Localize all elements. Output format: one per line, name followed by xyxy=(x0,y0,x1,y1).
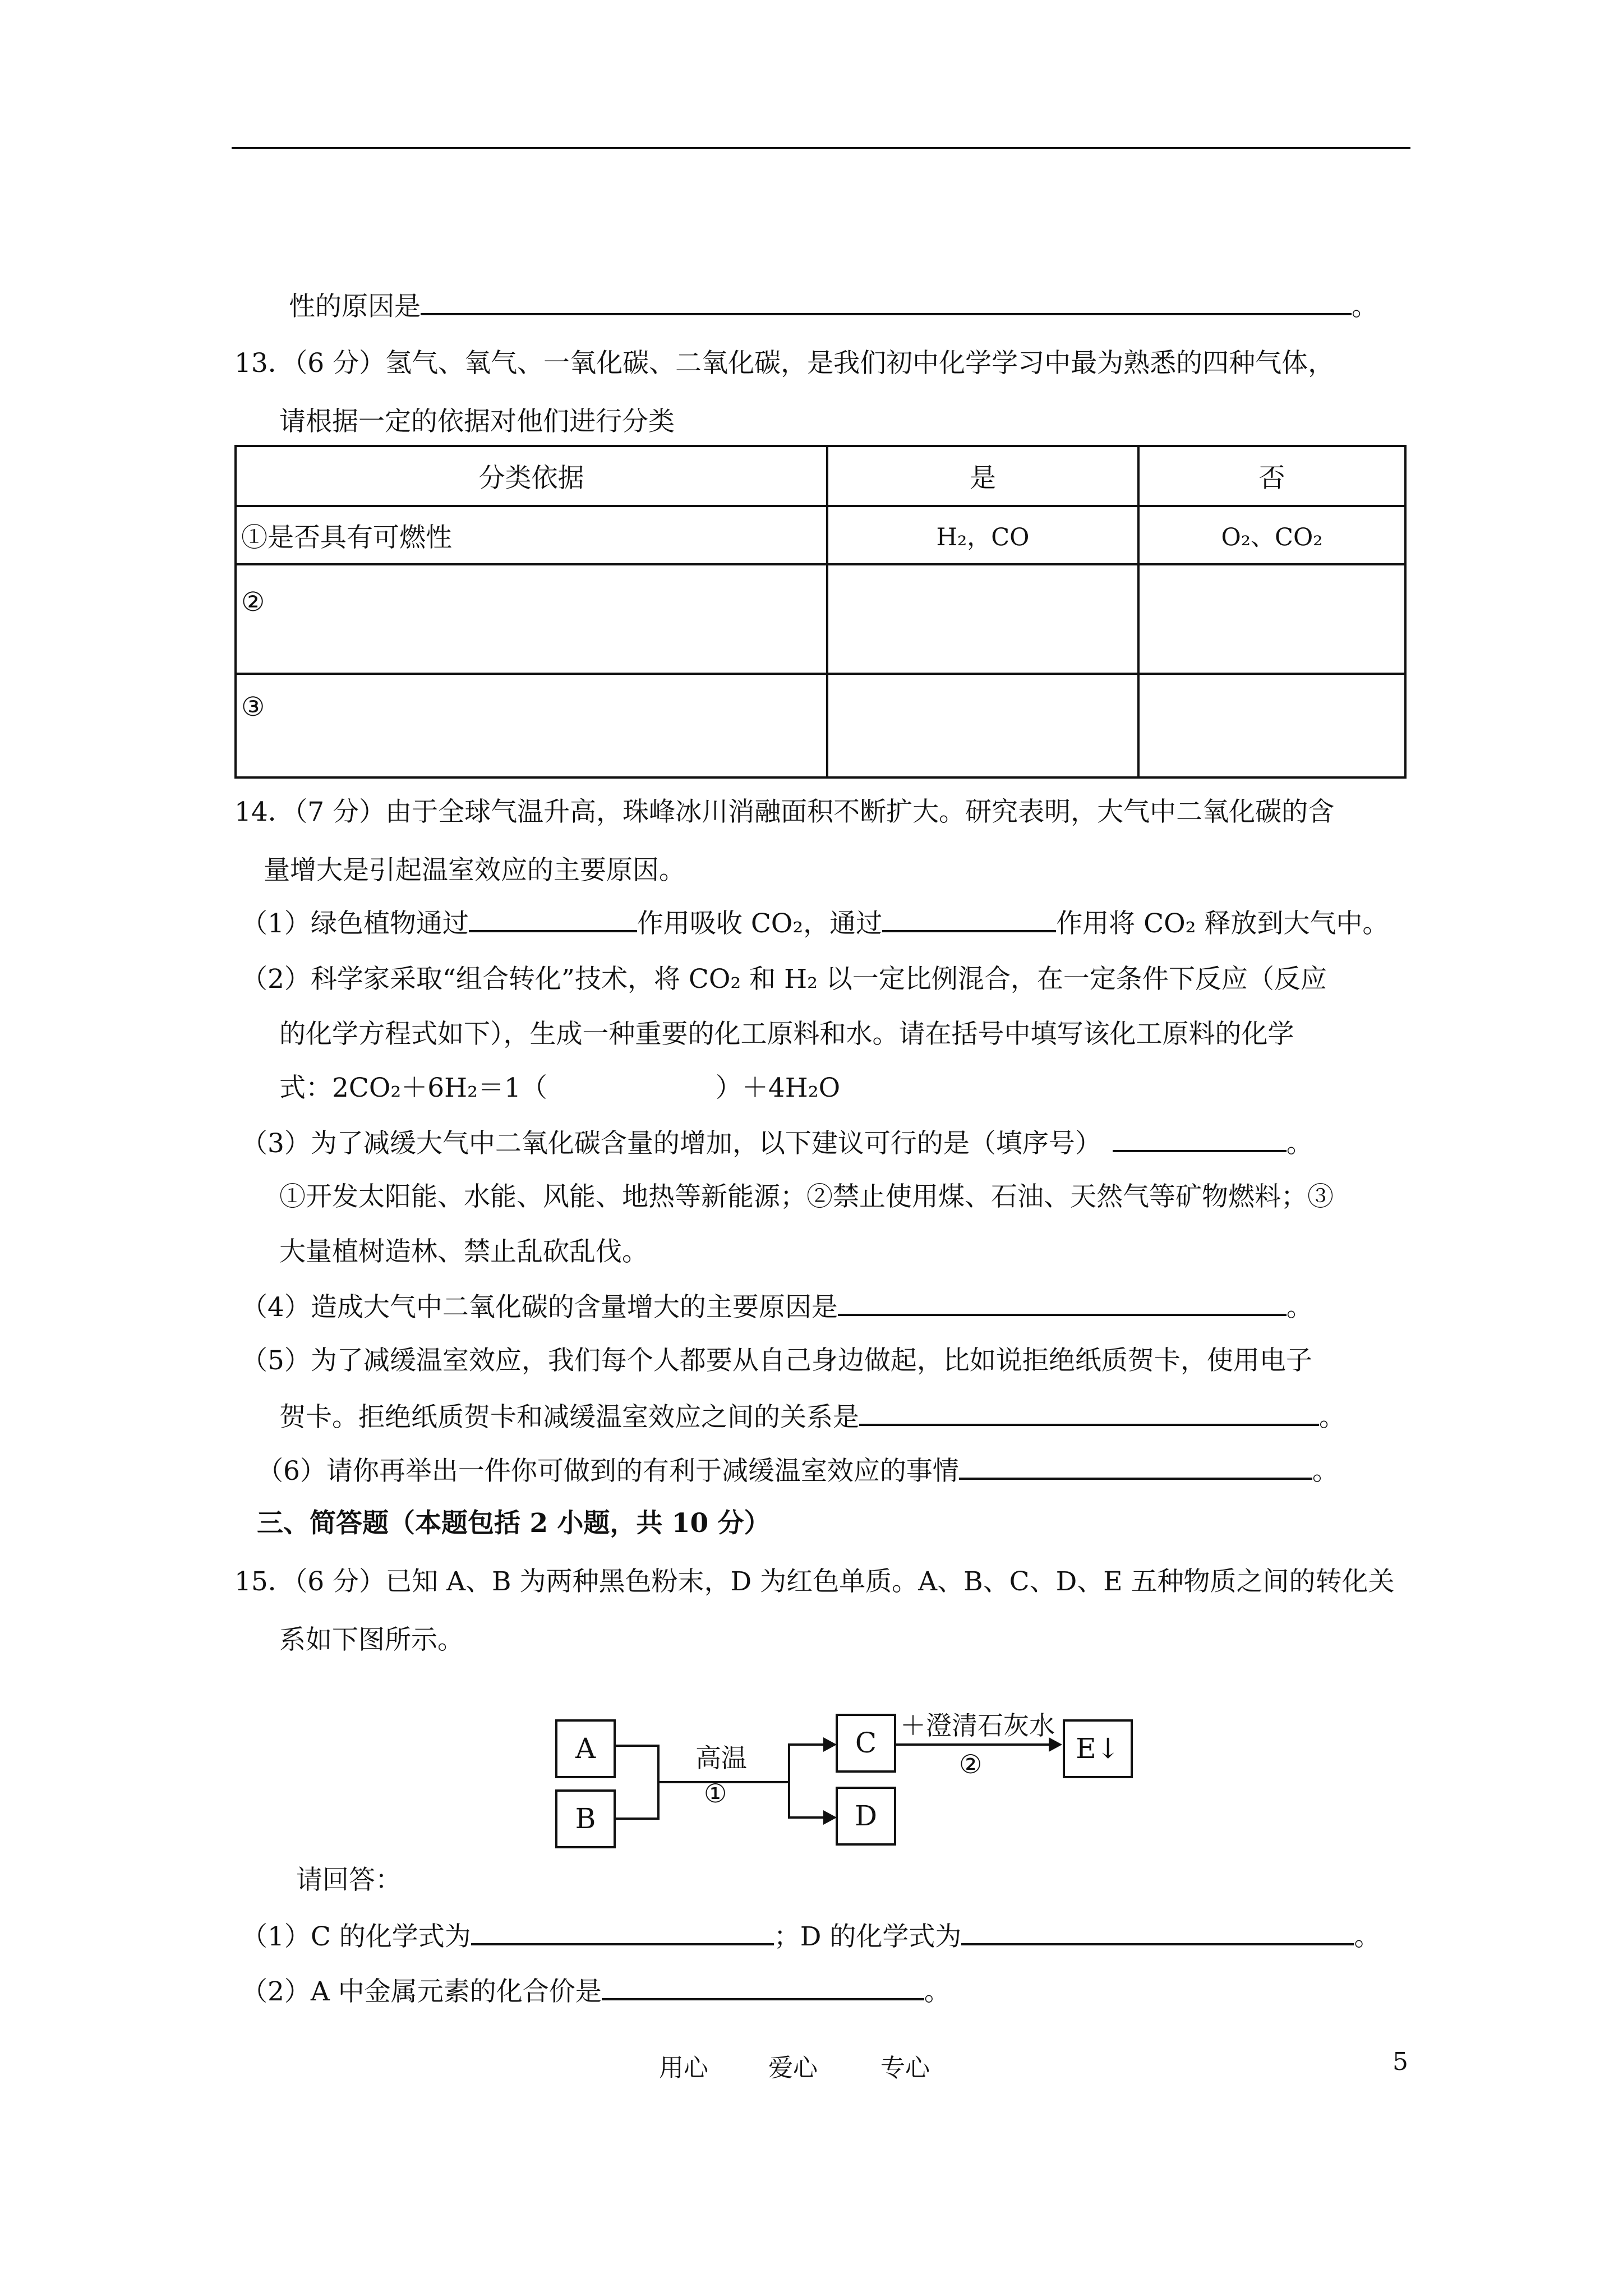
connector-c-e xyxy=(896,1743,1051,1746)
q14-blank-choice[interactable] xyxy=(1113,1125,1287,1152)
connector-to-d xyxy=(788,1816,827,1819)
box-e: E↓ xyxy=(1063,1719,1133,1778)
footer-word-2: 爱心 xyxy=(768,2054,818,2082)
row3-basis[interactable]: ③ xyxy=(236,674,827,777)
row2-yes[interactable] xyxy=(827,564,1138,674)
step-2-label: ② xyxy=(959,1749,983,1779)
box-d: D xyxy=(836,1787,896,1846)
q14-part3-line3: 大量植树造林、禁止乱砍乱伐。 xyxy=(279,1236,648,1267)
q14-line2: 量增大是引起温室效应的主要原因。 xyxy=(264,855,685,886)
table-header-row xyxy=(236,446,1405,506)
q14-part3: （3）为了减缓大气中二氧化碳含量的增加，以下建议可行的是（填序号） 。 xyxy=(241,1125,1313,1161)
condition-high-temp: 高温 xyxy=(695,1743,747,1773)
q14-part3-line2: ①开发太阳能、水能、风能、地热等新能源；②禁止使用煤、石油、天然气等矿物燃料；③ xyxy=(279,1181,1334,1212)
condition-limewater: ＋澄清石灰水 xyxy=(900,1710,1055,1741)
q15-part1: （1）C 的化学式为 ；D 的化学式为 。 xyxy=(241,1918,1380,1954)
header-basis: 分类依据 xyxy=(236,446,827,506)
footer-word-3: 专心 xyxy=(880,2054,930,2082)
q14-blank-cause[interactable] xyxy=(838,1289,1287,1316)
q14-part2-line2: 的化学方程式如下），生成一种重要的化工原料和水。请在括号中填写该化工原料的化学 xyxy=(279,1019,1294,1050)
q15-line1: 15．（6 分）已知 A、B 为两种黑色粉末，D 为红色单质。A、B、C、D、E 五种物质之间的转化关 xyxy=(234,1566,1395,1597)
q15-part2: （2）A 中金属元素的化合价是 。 xyxy=(241,1973,951,2009)
q14-line1: 14．（7 分）由于全球气温升高，珠峰冰川消融面积不断扩大。研究表明，大气中二氧化碳的含 xyxy=(234,797,1335,827)
q14-part1: （1）绿色植物通过 作用吸收 CO₂，通过 作用将 CO₂ 释放到大气中。 xyxy=(241,905,1389,941)
q12-tail-suffix: 。 xyxy=(1352,291,1378,322)
page-number: 5 xyxy=(1393,2047,1408,2076)
step-1-label: ① xyxy=(704,1778,727,1809)
answer-prompt: 请回答： xyxy=(296,1865,402,1895)
box-a: A xyxy=(555,1719,616,1778)
arrow-to-d-icon xyxy=(823,1810,837,1825)
row1-yes: H₂，CO xyxy=(827,506,1138,564)
q13-line2: 请根据一定的依据对他们进行分类 xyxy=(279,406,675,437)
connector-b xyxy=(616,1818,660,1820)
q15-blank-c-formula[interactable] xyxy=(471,1918,774,1945)
q12-answer-blank[interactable] xyxy=(421,288,1352,315)
arrow-to-c-icon xyxy=(823,1737,837,1752)
q14-part5-line1: （5）为了减缓温室效应，我们每个人都要从自己身边做起，比如说拒绝纸质贺卡，使用电子 xyxy=(241,1345,1312,1376)
q15-blank-valence[interactable] xyxy=(602,1973,924,2000)
q14-blank-action[interactable] xyxy=(959,1453,1312,1480)
connector-to-c xyxy=(788,1743,827,1746)
header-yes: 是 xyxy=(827,446,1138,506)
table-row xyxy=(236,506,1405,564)
q14-part5-line2: 贺卡。拒绝纸质贺卡和减缓温室效应之间的关系是 。 xyxy=(279,1399,1345,1434)
row1-no: O₂、CO₂ xyxy=(1138,506,1405,564)
q14-blank-relation[interactable] xyxy=(859,1399,1319,1426)
footer-word-1: 用心 xyxy=(659,2054,708,2082)
table-row xyxy=(236,564,1405,674)
header-no: 否 xyxy=(1138,446,1405,506)
row3-no[interactable] xyxy=(1138,674,1405,777)
row2-no[interactable] xyxy=(1138,564,1405,674)
header-rule xyxy=(232,147,1410,149)
row3-yes[interactable] xyxy=(827,674,1138,777)
connector-cd xyxy=(788,1743,790,1819)
q14-part6: （6）请你再举出一件你可做到的有利于减缓温室效应的事情 。 xyxy=(257,1453,1339,1488)
row1-basis: ①是否具有可燃性 xyxy=(236,506,827,564)
q14-blank-respiration[interactable] xyxy=(882,905,1056,932)
q13-line1: 13．（6 分）氢气、氧气、一氧化碳、二氧化碳，是我们初中化学学习中最为熟悉的四种气体， xyxy=(234,348,1335,379)
table-row xyxy=(236,674,1405,777)
q15-blank-d-formula[interactable] xyxy=(961,1918,1354,1945)
q14-part4: （4）造成大气中二氧化碳的含量增大的主要原因是 。 xyxy=(241,1289,1313,1324)
q12-tail-prefix: 性的原因是 xyxy=(289,291,421,322)
box-c: C xyxy=(836,1714,896,1773)
row2-basis[interactable]: ② xyxy=(236,564,827,674)
q14-blank-photosynthesis[interactable] xyxy=(469,905,637,932)
q12-tail-line xyxy=(289,288,1378,324)
classification-table xyxy=(234,445,1407,779)
q14-part2-line3: 式：2CO₂＋6H₂＝1（ ）＋4H₂O xyxy=(279,1073,841,1103)
q14-part2-line1: （2）科学家采取“组合转化”技术，将 CO₂ 和 H₂ 以一定比例混合，在一定条件下反应（反应 xyxy=(241,964,1327,995)
box-b: B xyxy=(555,1789,616,1848)
connector-a xyxy=(616,1745,660,1747)
q15-line2: 系如下图所示。 xyxy=(279,1625,464,1655)
section-heading: 三、简答题（本题包括 2 小题，共 10 分） xyxy=(257,1508,771,1539)
